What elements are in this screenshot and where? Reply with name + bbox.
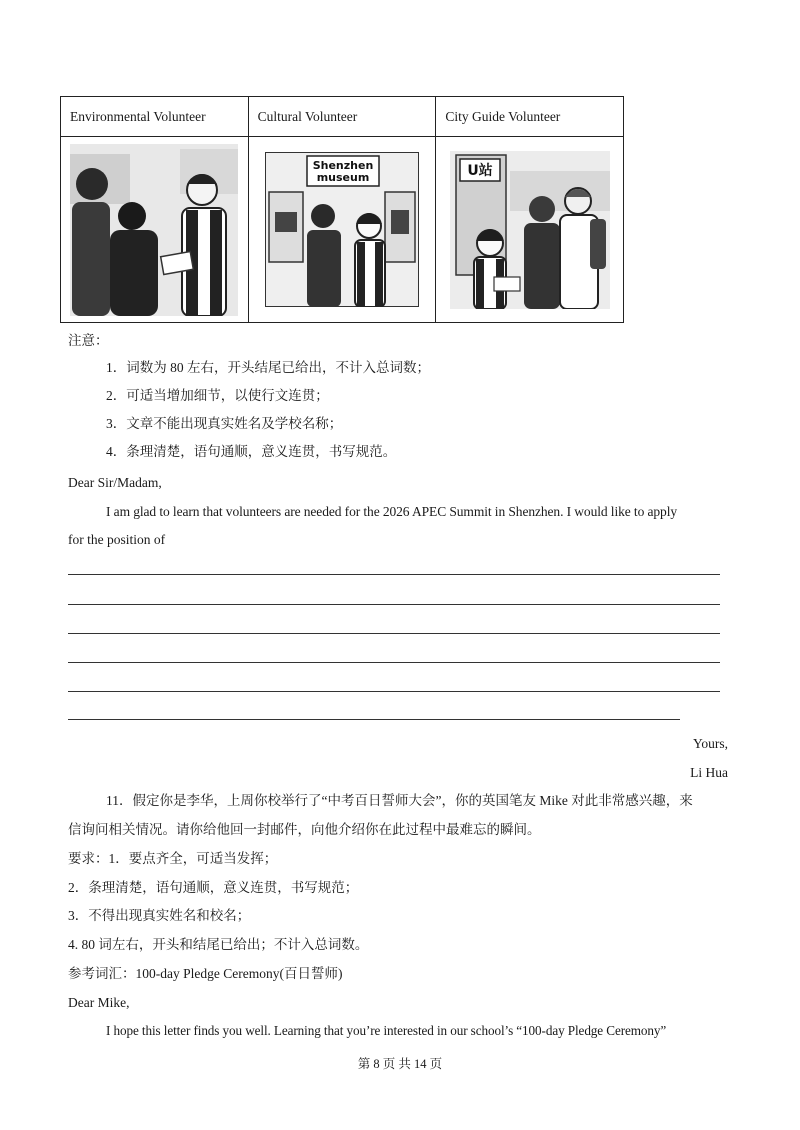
writing-line [68, 574, 720, 575]
volunteer-table [60, 96, 624, 323]
header-cultural: Cultural Volunteer [248, 97, 436, 137]
letter1-opening-line2: for the position of [68, 532, 166, 547]
notes-title: 注意： [68, 333, 109, 348]
station-sign: U站 [466, 162, 493, 179]
task11-req-4: 4. 80 词左右，开头和结尾已给出；不计入总词数。 [68, 937, 369, 952]
task11-req-1: 要求：1．要点齐全，可适当发挥； [68, 851, 278, 866]
writing-line [68, 691, 720, 692]
page-footer: 第 8 页 共 14 页 [357, 1057, 443, 1071]
note-1: 1．词数为 80 左右，开头结尾已给出，不计入总词数； [106, 360, 430, 375]
writing-line [68, 633, 720, 634]
city-guide-illustration-cell [436, 137, 624, 323]
writing-line [68, 662, 720, 663]
letter2-opening: I hope this letter finds you well. Learning that you’re interested in our school’s “100-day Pledge Ceremony” [106, 1023, 667, 1038]
letter1-closing: Yours, [692, 736, 728, 751]
task11-vocab: 参考词汇：100-day Pledge Ceremony(百日誓师) [68, 966, 343, 981]
letter1-opening-line1: I am glad to learn that volunteers are needed for the 2026 APEC Summit in Shenzhen. I would like to apply [106, 504, 677, 519]
city-guide-volunteer-illustration [450, 151, 610, 309]
task11-prompt-line2: 信询问相关情况。请你给他回一封邮件，向他介绍你在此过程中最难忘的瞬间。 [68, 822, 541, 837]
note-4: 4．条理清楚，语句通顺，意义连贯，书写规范。 [106, 444, 397, 459]
museum-sign-line1: Shenzhen [312, 159, 374, 172]
environmental-illustration-cell [61, 137, 249, 323]
task11-req-3: 3．不得出现真实姓名和校名； [68, 908, 251, 923]
header-city-guide: City Guide Volunteer [436, 97, 624, 137]
note-2: 2．可适当增加细节，以使行文连贯； [106, 388, 329, 403]
writing-line [68, 719, 680, 720]
museum-sign-line2: museum [316, 171, 370, 184]
header-environmental: Environmental Volunteer [61, 97, 249, 137]
letter2-salutation: Dear Mike, [68, 995, 130, 1010]
cultural-illustration-cell [248, 137, 436, 323]
task11-prompt-line1: 11．假定你是李华，上周你校举行了“中考百日誓师大会”，你的英国笔友 Mike 对此非常感兴趣，来 [106, 793, 693, 808]
task11-req-2: 2．条理清楚，语句通顺，意义连贯，书写规范； [68, 880, 359, 895]
cultural-volunteer-illustration [265, 152, 419, 307]
letter1-salutation: Dear Sir/Madam, [68, 475, 162, 490]
letter1-signature: Li Hua [690, 765, 728, 780]
environmental-volunteer-illustration [70, 144, 238, 316]
writing-line [68, 604, 720, 605]
note-3: 3．文章不能出现真实姓名及学校名称； [106, 416, 343, 431]
